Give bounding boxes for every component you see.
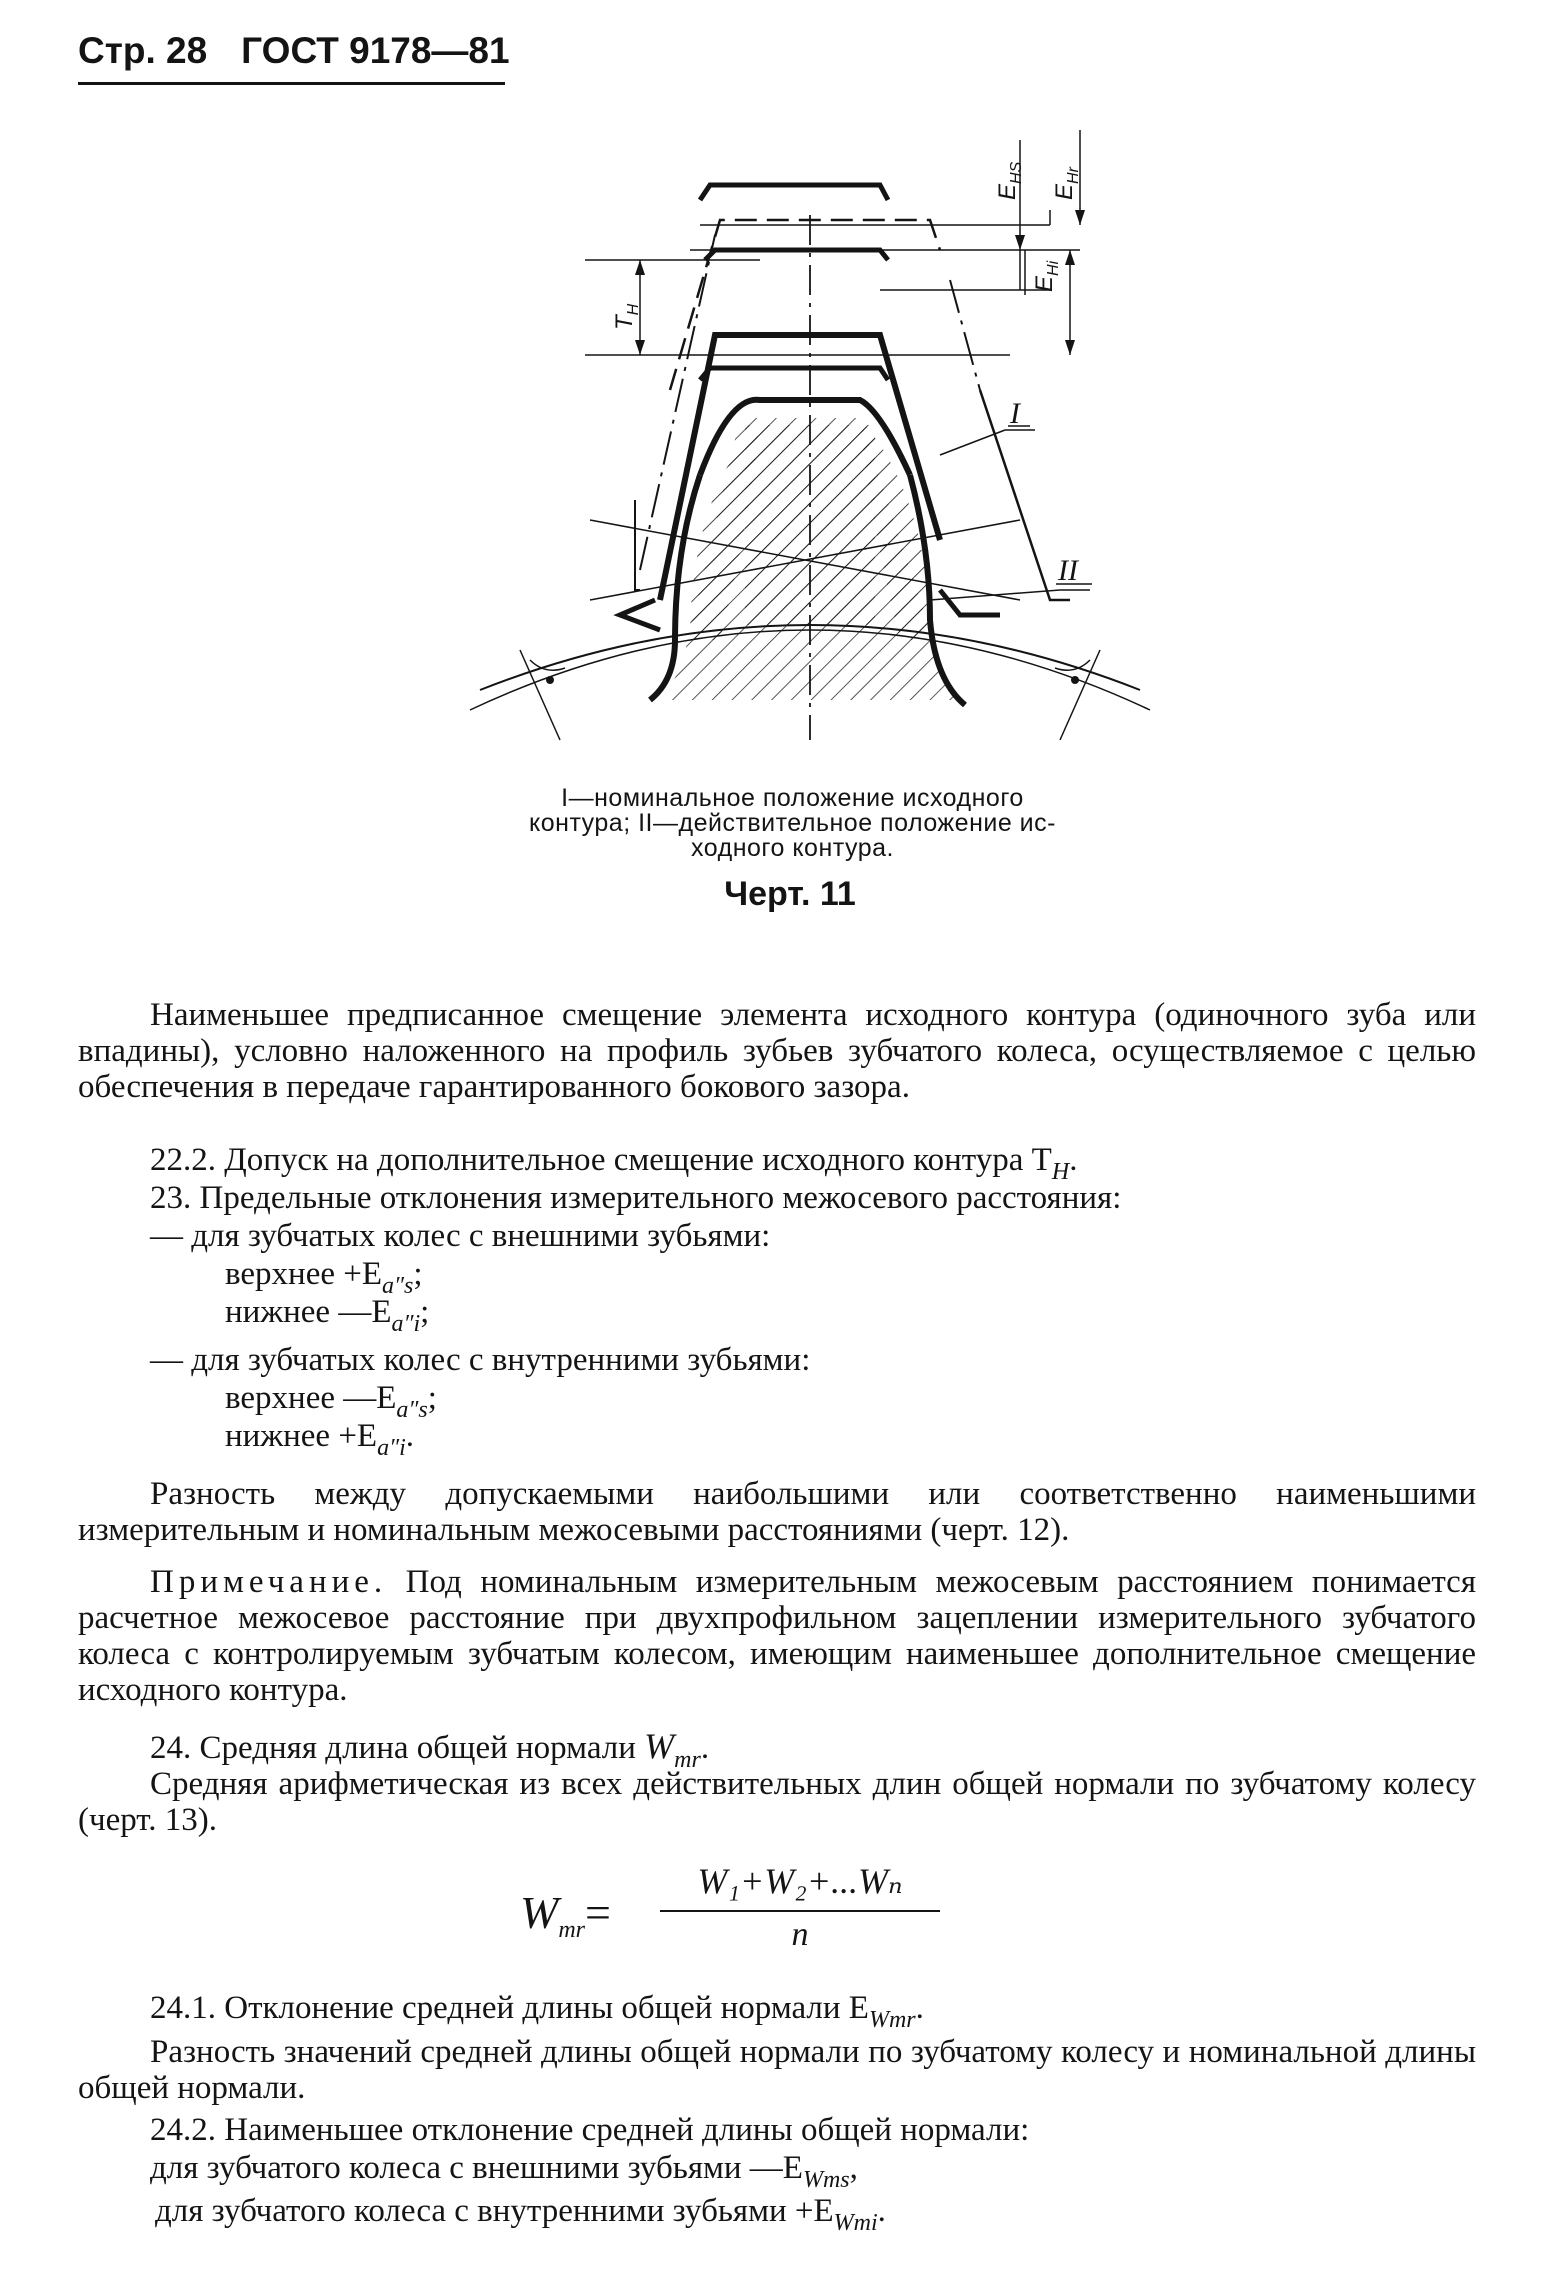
lower-internal: нижнее $+E_{a''i}$. [225, 1418, 415, 1461]
caption-line: I—номинальное положение исходного [561, 784, 1024, 812]
item-24: 24. Средняя длина общей нормали $W_{mr}$. [150, 1726, 710, 1773]
standard-code: ГОСТ 9178—81 [241, 30, 510, 71]
page-number: Стр. 28 [78, 30, 208, 71]
caption-line: контура; II—действительное положение ис- [529, 809, 1056, 837]
item-23: 23. Предельные отклонения измерительного межосевого расстояния: [150, 1180, 1122, 1216]
label-ehr: $E_{Hr}$ [1051, 167, 1082, 200]
item-24-2: 24.2. Наименьшее отклонение средней длины общей нормали: [150, 2112, 1030, 2148]
formula-denominator: n [791, 1916, 809, 1953]
formula-fraction-bar [660, 1910, 940, 1912]
label-ehi: $E_{Hi}$ [1031, 260, 1062, 292]
figure-title: Черт. 11 [724, 875, 856, 913]
figure-caption [490, 786, 1095, 861]
page-header [78, 30, 510, 85]
least-internal: для зубчатого колеса с внутренними зубьями $+E_{Wmi}$. [155, 2193, 886, 2236]
paragraph-difference: Разность между допускаемыми наибольшими или соответственно наименьшими измерительным и номинальным межосевыми расстояниями (черт. 12). [78, 1476, 1476, 1548]
paragraph-deviation: Разность значений средней длины общей нормали по зубчатому колесу и номинальной длины общей нормали. [78, 2034, 1476, 2106]
note [78, 1564, 1476, 1708]
list-external: — для зубчатых колес с внешними зубьями: [150, 1218, 771, 1254]
upper-external: верхнее $+E_{a''s}$; [225, 1256, 423, 1299]
upper-internal: верхнее $—E_{a''s}$; [225, 1380, 437, 1423]
formula [520, 1860, 940, 1980]
least-external: для зубчатого колеса с внешними зубьями $—E_{Wms}$, [150, 2150, 858, 2193]
contour-upper-thick [700, 185, 888, 200]
note-text: Под номинальным измерительным межосевым расстоянием понимается расчетное межосевое расстояние при двухпрофильном зацеплении измерительного зубчатого колеса с контролируемым зубчатым колесом, имеющим наименьшее дополнительное смещение исходного контура. [78, 1564, 1476, 1708]
label-two: II [1058, 554, 1078, 587]
label-one: I [1010, 397, 1020, 430]
label-ehs: $E_{HS}$ [994, 161, 1025, 200]
paragraph-mean: Средняя арифметическая из всех действительных длин общей нормали по зубчатому колесу (черт. 13). [78, 1766, 1476, 1838]
lower-external: нижнее $—E_{a''i}$; [225, 1294, 430, 1337]
caption-line: ходного контура. [691, 834, 894, 862]
formula-lhs: $W_{mr}=$ [520, 1887, 611, 1943]
formula-numerator: W₁+W₂+...Wₙ [697, 1861, 903, 1901]
list-internal: — для зубчатых колес с внутренними зубьями: [150, 1342, 811, 1378]
note-label: Примечание. [150, 1564, 388, 1600]
paragraph-definition: Наименьшее предписанное смещение элемента исходного контура (одиночного зуба или впадины), условно наложенного на профиль зубьев зубчатого колеса, осуществляемое с целью обеспечения в передаче гарантированного бокового зазора. [78, 997, 1476, 1105]
label-th: $T_H$ [611, 303, 642, 330]
item-24-1: 24.1. Отклонение средней длины общей нормали $E_{Wmr}$. [150, 1990, 924, 2033]
figure-drawing [460, 120, 1160, 770]
item-22-2: 22.2. Допуск на дополнительное смещение исходного контура $T_H$. [150, 1142, 1078, 1185]
